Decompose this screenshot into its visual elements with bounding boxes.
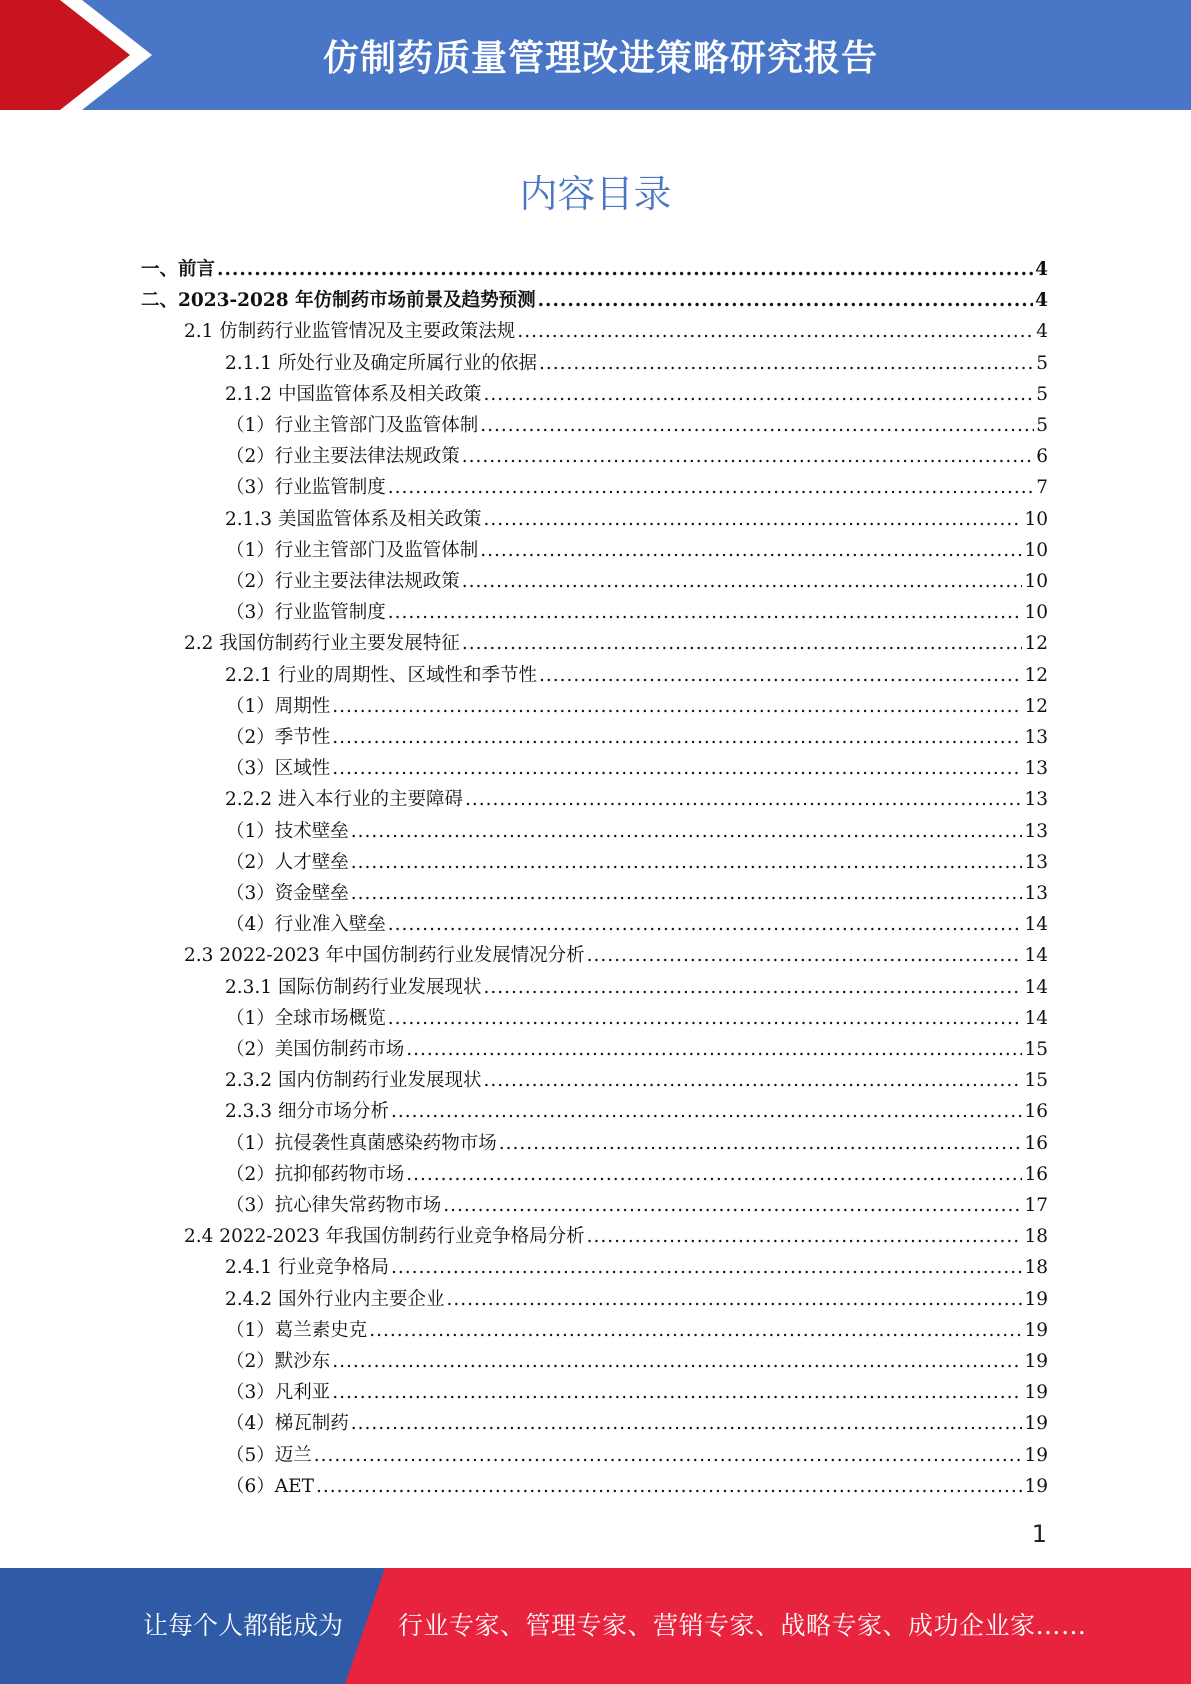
toc-entry-page: 13 bbox=[1024, 789, 1048, 811]
page-number: 1 bbox=[1031, 1520, 1047, 1548]
toc-entry-title: （2）行业主要法律法规政策 bbox=[226, 571, 460, 592]
toc-entry-page: 5 bbox=[1036, 352, 1048, 374]
toc-dot-leader bbox=[465, 784, 1022, 815]
toc-entry-page: 5 bbox=[1036, 383, 1048, 405]
toc-entry-title: （1）葛兰素史克 bbox=[226, 1319, 368, 1341]
toc-entry-title: （2）美国仿制药市场 bbox=[226, 1039, 405, 1060]
toc-entry[interactable] bbox=[226, 597, 1048, 628]
toc-entry[interactable] bbox=[226, 1440, 1048, 1471]
toc-entry[interactable] bbox=[226, 691, 1048, 722]
toc-entry[interactable] bbox=[225, 1065, 1048, 1096]
toc-entry-page: 10 bbox=[1024, 539, 1048, 561]
toc-entry-page: 18 bbox=[1024, 1226, 1048, 1248]
toc-dot-leader bbox=[351, 816, 1023, 847]
toc-entry-page: 4 bbox=[1035, 259, 1048, 280]
toc-entry[interactable] bbox=[225, 1284, 1048, 1315]
toc-entry-page: 13 bbox=[1024, 727, 1048, 748]
toc-entry-title: （2）人才壁垒 bbox=[226, 851, 349, 873]
toc-entry-title: 2.3.3 细分市场分析 bbox=[225, 1101, 389, 1123]
toc-entry[interactable] bbox=[225, 1252, 1048, 1283]
toc-heading: 内容目录 bbox=[519, 172, 672, 216]
toc-entry-page: 16 bbox=[1024, 1163, 1048, 1185]
toc-entry-page: 19 bbox=[1024, 1444, 1048, 1466]
toc-entry-title: （1）抗侵袭性真菌感染药物市场 bbox=[226, 1132, 497, 1154]
toc-entry[interactable] bbox=[184, 1221, 1048, 1252]
toc-entry[interactable] bbox=[226, 909, 1048, 940]
toc-entry-page: 5 bbox=[1036, 415, 1048, 436]
toc-entry-title: 一、前言 bbox=[141, 259, 216, 280]
toc-entry-title: （3）凡利亚 bbox=[226, 1382, 331, 1404]
toc-entry[interactable] bbox=[226, 1034, 1048, 1065]
toc-entry-page: 13 bbox=[1024, 851, 1048, 873]
toc-entry-page: 4 bbox=[1036, 321, 1048, 343]
toc-dot-leader bbox=[446, 1284, 1022, 1315]
toc-entry[interactable] bbox=[226, 441, 1048, 472]
toc-entry[interactable] bbox=[226, 1315, 1048, 1346]
toc-entry-title: 2.4.2 国外行业内主要企业 bbox=[225, 1288, 445, 1310]
toc-entry-page: 10 bbox=[1024, 508, 1048, 530]
toc-dot-leader bbox=[391, 1096, 1022, 1127]
toc-entry-title: （3）行业监管制度 bbox=[226, 477, 386, 499]
report-title: 仿制药质量管理改进策略研究报告 bbox=[322, 37, 878, 79]
toc-entry[interactable] bbox=[226, 1159, 1048, 1190]
toc-dot-leader bbox=[332, 1377, 1022, 1408]
toc-entry[interactable] bbox=[226, 1377, 1048, 1408]
toc-entry-title: （4）行业准入壁垒 bbox=[226, 914, 386, 936]
toc-dot-leader bbox=[587, 940, 1023, 971]
toc-dot-leader bbox=[483, 972, 1022, 1003]
toc-entry-title: （1）技术壁垒 bbox=[226, 820, 349, 842]
toc-entry-page: 14 bbox=[1024, 914, 1048, 936]
toc-entry-title: 2.3.2 国内仿制药行业发展现状 bbox=[225, 1070, 482, 1092]
toc-entry-title: 2.3.1 国际仿制药行业发展现状 bbox=[225, 976, 482, 998]
toc-entry-title: 二、2023-2028 年仿制药市场前景及趋势预测 bbox=[141, 290, 536, 312]
toc-dot-leader bbox=[462, 566, 1023, 597]
toc-entry-page: 19 bbox=[1024, 1413, 1048, 1435]
toc-entry-title: （4）梯瓦制药 bbox=[226, 1413, 349, 1435]
toc-entry-page: 14 bbox=[1024, 976, 1048, 998]
toc-entry-title: 2.1.1 所处行业及确定所属行业的依据 bbox=[225, 352, 537, 374]
toc-dot-leader bbox=[587, 1221, 1023, 1252]
toc-entry-page: 15 bbox=[1024, 1070, 1048, 1092]
toc-entry-title: （3）区域性 bbox=[226, 758, 331, 780]
toc-entry-title: （2）行业主要法律法规政策 bbox=[226, 446, 460, 468]
toc-entry-page: 10 bbox=[1024, 602, 1048, 624]
toc-entry-title: （1）周期性 bbox=[226, 695, 331, 717]
toc-entry-page: 13 bbox=[1024, 883, 1048, 904]
toc-entry[interactable] bbox=[225, 379, 1048, 410]
toc-entry-title: （1）行业主管部门及监管体制 bbox=[226, 539, 479, 561]
toc-entry-page: 15 bbox=[1024, 1039, 1048, 1060]
toc-entry[interactable] bbox=[225, 1096, 1048, 1127]
toc-dot-leader bbox=[539, 660, 1022, 691]
toc-dot-leader bbox=[388, 1003, 1023, 1034]
toc-entry-title: 2.1.2 中国监管体系及相关政策 bbox=[225, 383, 482, 405]
toc-entry[interactable] bbox=[141, 285, 1048, 316]
toc-entry[interactable] bbox=[141, 254, 1048, 285]
toc-entry-title: 2.1 仿制药行业监管情况及主要政策法规 bbox=[184, 321, 516, 343]
toc-entry-title: 2.1.3 美国监管体系及相关政策 bbox=[225, 508, 482, 530]
toc-entry[interactable] bbox=[226, 847, 1048, 878]
toc-entry-title: （3）行业监管制度 bbox=[226, 602, 386, 624]
toc-dot-leader bbox=[332, 753, 1022, 784]
toc-entry-page: 16 bbox=[1024, 1132, 1048, 1154]
toc-entry[interactable] bbox=[226, 535, 1048, 566]
toc-entry-title: （6）AET bbox=[226, 1475, 314, 1497]
toc-entry-page: 12 bbox=[1024, 664, 1048, 686]
toc-entry-title: （1）行业主管部门及监管体制 bbox=[226, 415, 479, 436]
toc-dot-leader bbox=[462, 441, 1034, 472]
toc-dot-leader bbox=[351, 1408, 1023, 1439]
toc-entry-title: （3）抗心律失常药物市场 bbox=[226, 1195, 442, 1216]
toc-entry-page: 10 bbox=[1024, 571, 1048, 592]
toc-entry-page: 14 bbox=[1024, 945, 1048, 967]
toc-entry-title: 2.3 2022-2023 年中国仿制药行业发展情况分析 bbox=[184, 945, 585, 967]
toc-entry-page: 19 bbox=[1024, 1382, 1048, 1404]
toc-entry-title: 2.4.1 行业竞争格局 bbox=[225, 1257, 389, 1279]
toc-entry-page: 16 bbox=[1024, 1101, 1048, 1123]
toc-dot-leader bbox=[480, 535, 1022, 566]
toc-entry-title: （3）资金壁垒 bbox=[226, 883, 349, 904]
toc-entry-title: 2.2.2 进入本行业的主要障碍 bbox=[225, 789, 463, 811]
toc-dot-leader bbox=[332, 722, 1022, 753]
toc-dot-leader bbox=[369, 1315, 1022, 1346]
footer-banner bbox=[0, 1568, 1191, 1684]
toc-entry[interactable] bbox=[226, 1346, 1048, 1377]
toc-entry-page: 7 bbox=[1036, 477, 1048, 499]
toc-entry[interactable] bbox=[226, 722, 1048, 753]
toc-entry[interactable] bbox=[184, 316, 1048, 347]
toc-entry-title: 2.4 2022-2023 年我国仿制药行业竞争格局分析 bbox=[184, 1226, 585, 1248]
toc-entry-page: 12 bbox=[1024, 695, 1048, 717]
toc-dot-leader bbox=[388, 472, 1034, 503]
toc-entry-title: （2）季节性 bbox=[226, 727, 331, 748]
toc-entry-page: 4 bbox=[1035, 290, 1048, 312]
toc-dot-leader bbox=[483, 1065, 1022, 1096]
toc-entry[interactable] bbox=[226, 472, 1048, 503]
toc-entry[interactable] bbox=[226, 1408, 1048, 1439]
toc-dot-leader bbox=[499, 1128, 1023, 1159]
toc-dot-leader bbox=[539, 348, 1034, 379]
toc-dot-leader bbox=[314, 1440, 1023, 1471]
toc-dot-leader bbox=[406, 1159, 1022, 1190]
toc-dot-leader bbox=[517, 316, 1034, 347]
footer-slogan-left: 让每个人都能成为 bbox=[143, 1611, 344, 1640]
toc-dot-leader bbox=[217, 254, 1033, 285]
toc-entry[interactable] bbox=[226, 816, 1048, 847]
toc-entry[interactable] bbox=[184, 940, 1048, 971]
toc-dot-leader bbox=[316, 1471, 1022, 1502]
toc-dot-leader bbox=[462, 628, 1023, 659]
toc-entry[interactable] bbox=[226, 753, 1048, 784]
toc-entry[interactable] bbox=[225, 784, 1048, 815]
toc-entry[interactable] bbox=[226, 1471, 1048, 1502]
toc-entry-page: 13 bbox=[1024, 758, 1048, 780]
toc-dot-leader bbox=[351, 847, 1023, 878]
toc-dot-leader bbox=[483, 504, 1022, 535]
toc-entry[interactable] bbox=[225, 660, 1048, 691]
toc-entry[interactable] bbox=[226, 410, 1048, 441]
toc-entry[interactable] bbox=[226, 566, 1048, 597]
toc-entry-page: 14 bbox=[1024, 1007, 1048, 1029]
toc-entry[interactable] bbox=[184, 628, 1048, 659]
toc-entry[interactable] bbox=[226, 878, 1048, 909]
toc-dot-leader bbox=[538, 285, 1034, 316]
toc-entry-page: 19 bbox=[1024, 1319, 1048, 1341]
toc-entry-page: 18 bbox=[1024, 1257, 1048, 1279]
toc-dot-leader bbox=[443, 1190, 1022, 1221]
toc-entry-page: 6 bbox=[1036, 446, 1048, 468]
toc-entry-title: （2）默沙东 bbox=[226, 1351, 331, 1372]
toc-dot-leader bbox=[388, 909, 1023, 940]
toc-dot-leader bbox=[351, 878, 1023, 909]
toc-entry-page: 13 bbox=[1024, 820, 1048, 842]
toc-dot-leader bbox=[388, 597, 1023, 628]
toc-entry-title: 2.2 我国仿制药行业主要发展特征 bbox=[184, 633, 460, 655]
toc-entry-page: 19 bbox=[1024, 1351, 1048, 1372]
toc-entry-title: 2.2.1 行业的周期性、区域性和季节性 bbox=[225, 664, 537, 686]
toc-dot-leader bbox=[483, 379, 1034, 410]
toc-entry-title: （1）全球市场概览 bbox=[226, 1007, 386, 1029]
toc-entry[interactable] bbox=[225, 504, 1048, 535]
toc-entry[interactable] bbox=[225, 348, 1048, 379]
toc-dot-leader bbox=[406, 1034, 1022, 1065]
toc-entry-page: 17 bbox=[1024, 1195, 1048, 1216]
toc-dot-leader bbox=[391, 1252, 1022, 1283]
toc-entry-title: （5）迈兰 bbox=[226, 1444, 312, 1466]
toc-dot-leader bbox=[480, 410, 1034, 441]
toc-entry[interactable] bbox=[226, 1190, 1048, 1221]
header-banner bbox=[0, 0, 1191, 110]
toc-entry-title: （2）抗抑郁药物市场 bbox=[226, 1163, 405, 1185]
toc-entry-page: 12 bbox=[1024, 633, 1048, 655]
footer-slogan-right: 行业专家、管理专家、营销专家、战略专家、成功企业家…… bbox=[398, 1611, 1087, 1640]
toc-entry-page: 19 bbox=[1024, 1475, 1048, 1497]
toc-entry-page: 19 bbox=[1024, 1288, 1048, 1310]
toc-entry[interactable] bbox=[225, 972, 1048, 1003]
toc-entry[interactable] bbox=[226, 1003, 1048, 1034]
toc-entry[interactable] bbox=[226, 1128, 1048, 1159]
toc-dot-leader bbox=[332, 1346, 1022, 1377]
toc-dot-leader bbox=[332, 691, 1022, 722]
